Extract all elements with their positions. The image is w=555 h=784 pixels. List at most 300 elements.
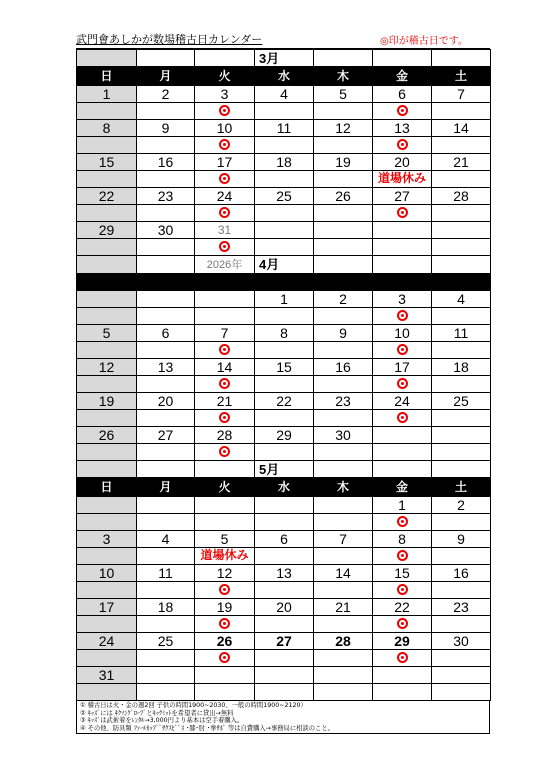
day-number: 21 <box>216 392 233 409</box>
day-cell <box>77 86 137 103</box>
mark-cell <box>255 171 314 188</box>
mark-cell <box>314 342 373 359</box>
double-circle-icon <box>219 618 230 629</box>
mark-cell <box>137 444 195 461</box>
day-number: 10 <box>98 564 115 581</box>
day-cell <box>77 599 137 616</box>
day-cell <box>137 154 195 171</box>
mark-cell <box>373 410 432 427</box>
double-circle-icon <box>397 105 408 116</box>
double-circle-icon <box>219 652 230 663</box>
double-circle-icon <box>219 105 230 116</box>
day-cell <box>314 291 373 308</box>
day-number: 6 <box>280 530 288 547</box>
mark-cell <box>77 410 137 427</box>
mark-cell <box>195 684 255 701</box>
mark-cell <box>255 548 314 565</box>
mark-cell <box>432 410 491 427</box>
mark-cell <box>77 308 137 325</box>
double-circle-icon <box>219 173 230 184</box>
mark-cell <box>137 514 195 531</box>
calendar-sheet <box>76 28 490 734</box>
bar-cell <box>195 274 255 291</box>
month-row-left <box>77 256 137 274</box>
mark-cell <box>373 684 432 701</box>
week-mark-row <box>77 444 491 461</box>
day-number: 23 <box>157 187 174 204</box>
mark-cell <box>255 684 314 701</box>
day-cell <box>137 393 195 410</box>
day-cell <box>432 120 491 137</box>
day-number: 13 <box>394 119 410 136</box>
mark-cell <box>77 444 137 461</box>
day-cell <box>255 222 314 239</box>
day-cell <box>137 291 195 308</box>
day-cell <box>373 86 432 103</box>
weekday-label: 日 <box>77 478 137 497</box>
week-date-row <box>77 86 491 103</box>
double-circle-icon <box>219 139 230 150</box>
day-number: 31 <box>217 223 232 237</box>
day-number: 21 <box>335 598 351 615</box>
mark-cell <box>432 205 491 222</box>
calendar-table <box>76 49 491 701</box>
day-number: 28 <box>216 426 233 443</box>
week-mark-row <box>77 650 491 667</box>
day-number: 29 <box>276 426 292 443</box>
day-cell <box>137 427 195 444</box>
day-cell <box>77 120 137 137</box>
mark-cell <box>255 137 314 154</box>
week-date-row <box>77 427 491 444</box>
week-date-row <box>77 497 491 514</box>
day-cell <box>137 222 195 239</box>
day-number: 10 <box>394 324 410 341</box>
weekday-header-row <box>77 478 491 497</box>
week-mark-row <box>77 684 491 701</box>
day-number: 13 <box>276 564 292 581</box>
day-number: 27 <box>394 187 410 204</box>
day-number: 22 <box>98 187 115 204</box>
mark-cell <box>432 548 491 565</box>
day-number: 7 <box>339 530 347 547</box>
day-cell <box>77 531 137 548</box>
double-circle-icon <box>397 652 408 663</box>
day-number: 8 <box>280 324 288 341</box>
mark-cell <box>77 514 137 531</box>
month-row-blank <box>432 50 491 67</box>
day-number: 28 <box>453 187 469 204</box>
day-cell <box>77 565 137 582</box>
day-cell <box>255 325 314 342</box>
weekday-label: 木 <box>314 67 373 86</box>
day-number: 10 <box>216 119 233 136</box>
mark-cell <box>432 582 491 599</box>
mark-cell <box>373 239 432 256</box>
week-mark-row <box>77 342 491 359</box>
day-number: 17 <box>216 153 233 170</box>
legend-note: ◎印が稽古日です。 <box>380 36 468 47</box>
mark-cell <box>137 342 195 359</box>
day-cell <box>255 188 314 205</box>
double-circle-icon <box>397 584 408 595</box>
mark-cell <box>373 103 432 120</box>
day-cell <box>314 633 373 650</box>
mark-cell <box>314 103 373 120</box>
day-cell <box>255 393 314 410</box>
day-cell <box>314 359 373 376</box>
day-cell <box>195 291 255 308</box>
mark-cell <box>373 582 432 599</box>
mark-cell <box>137 376 195 393</box>
day-cell <box>77 222 137 239</box>
month-row-blank <box>314 256 373 274</box>
day-number: 5 <box>220 530 229 547</box>
mark-cell <box>373 308 432 325</box>
day-cell <box>255 599 314 616</box>
day-cell <box>77 633 137 650</box>
double-circle-icon <box>397 344 408 355</box>
mark-cell <box>77 582 137 599</box>
day-number: 30 <box>157 221 174 238</box>
weekday-header-row <box>77 67 491 86</box>
double-circle-icon <box>397 618 408 629</box>
day-cell <box>432 427 491 444</box>
day-cell <box>255 86 314 103</box>
day-number: 24 <box>216 187 233 204</box>
day-cell <box>137 359 195 376</box>
mark-cell <box>77 137 137 154</box>
double-circle-icon <box>397 550 408 561</box>
dojo-closed-label: 道場休み <box>200 548 249 562</box>
mark-cell <box>195 582 255 599</box>
weekday-blank-bar <box>77 274 491 291</box>
day-number: 1 <box>280 290 288 307</box>
day-cell <box>373 531 432 548</box>
day-number: 7 <box>220 324 229 341</box>
mark-cell <box>255 239 314 256</box>
day-cell <box>77 497 137 514</box>
mark-cell <box>77 376 137 393</box>
week-mark-row <box>77 616 491 633</box>
day-cell <box>432 86 491 103</box>
day-cell <box>77 393 137 410</box>
year-label <box>195 50 255 67</box>
day-cell <box>314 427 373 444</box>
day-number: 30 <box>453 632 469 649</box>
mark-cell <box>373 205 432 222</box>
day-cell <box>432 531 491 548</box>
day-number: 16 <box>335 358 351 375</box>
weekday-label: 土 <box>432 478 491 497</box>
mark-cell <box>195 616 255 633</box>
mark-cell <box>255 308 314 325</box>
day-cell <box>314 393 373 410</box>
week-date-row <box>77 531 491 548</box>
day-number: 13 <box>157 358 174 375</box>
week-date-row <box>77 325 491 342</box>
day-cell <box>314 154 373 171</box>
day-cell <box>255 154 314 171</box>
day-number: 9 <box>161 119 170 136</box>
double-circle-icon <box>397 378 408 389</box>
day-cell <box>255 120 314 137</box>
month-row-blank <box>373 461 432 478</box>
day-cell <box>195 120 255 137</box>
double-circle-icon <box>219 412 230 423</box>
year-text: 2026年 <box>206 259 243 271</box>
day-cell <box>432 667 491 684</box>
day-cell <box>314 531 373 548</box>
mark-cell <box>432 308 491 325</box>
mark-cell <box>137 582 195 599</box>
week-date-row <box>77 565 491 582</box>
day-number: 23 <box>453 598 469 615</box>
day-cell <box>195 599 255 616</box>
day-cell <box>195 393 255 410</box>
month-row-blank <box>373 50 432 67</box>
mark-cell <box>255 650 314 667</box>
weekday-label: 木 <box>314 478 373 497</box>
day-cell <box>77 154 137 171</box>
week-date-row <box>77 359 491 376</box>
day-cell <box>432 154 491 171</box>
note-line: ④ その他、防具類 ﾌｧｰﾙｶｯﾌﾟﾟｻｸｽﾋﾞﾟｽ ･膝･肘 ･拳ｻﾎﾟ 等は自費購入→事務局に相談のこと。 <box>80 724 334 732</box>
mark-cell <box>77 548 137 565</box>
day-cell <box>314 497 373 514</box>
day-cell <box>373 393 432 410</box>
day-cell <box>137 599 195 616</box>
week-mark-row <box>77 548 491 565</box>
day-cell <box>373 188 432 205</box>
note-line: ① 稽古日は火・金の週2回 子供の時間1900~2030、一般の時間1900~2120） <box>80 702 307 709</box>
mark-cell <box>137 684 195 701</box>
day-number: 16 <box>453 564 469 581</box>
mark-cell <box>432 650 491 667</box>
mark-cell <box>314 444 373 461</box>
month-label: 4月 <box>255 256 314 274</box>
mark-cell <box>314 616 373 633</box>
mark-cell <box>373 650 432 667</box>
day-number: 9 <box>339 324 347 341</box>
month-row-blank <box>314 461 373 478</box>
day-cell <box>373 325 432 342</box>
mark-cell <box>77 616 137 633</box>
week-mark-row <box>77 582 491 599</box>
mark-cell <box>195 410 255 427</box>
weekday-label: 土 <box>432 67 491 86</box>
week-date-row <box>77 222 491 239</box>
mark-cell <box>137 103 195 120</box>
mark-cell <box>314 548 373 565</box>
day-cell <box>432 325 491 342</box>
day-cell <box>432 633 491 650</box>
day-cell <box>373 154 432 171</box>
month-row-left <box>77 461 137 478</box>
day-number: 27 <box>276 632 292 649</box>
double-circle-icon <box>219 241 230 252</box>
page-title: 武門會あしかが数場稽古日カレンダー <box>76 33 263 46</box>
week-date-row <box>77 667 491 684</box>
month-header-row <box>77 50 491 67</box>
mark-cell <box>255 616 314 633</box>
mark-cell <box>195 376 255 393</box>
mark-cell <box>195 171 255 188</box>
mark-cell <box>314 582 373 599</box>
day-number: 18 <box>276 153 292 170</box>
day-number: 22 <box>276 392 292 409</box>
day-number: 14 <box>335 564 351 581</box>
mark-cell <box>195 650 255 667</box>
day-cell <box>195 497 255 514</box>
mark-cell <box>314 650 373 667</box>
day-cell <box>255 667 314 684</box>
month-row-blank <box>137 461 195 478</box>
day-number: 4 <box>280 85 288 102</box>
mark-cell <box>137 410 195 427</box>
day-cell <box>255 531 314 548</box>
week-mark-row <box>77 171 491 188</box>
weekday-label: 金 <box>373 67 432 86</box>
mark-cell <box>314 308 373 325</box>
day-number: 11 <box>158 564 173 581</box>
weekday-label: 月 <box>137 67 195 86</box>
day-number: 29 <box>98 221 115 238</box>
bar-cell <box>373 274 432 291</box>
day-number: 28 <box>335 632 351 649</box>
mark-cell <box>137 171 195 188</box>
day-cell <box>195 325 255 342</box>
mark-cell <box>432 684 491 701</box>
month-row-blank <box>137 50 195 67</box>
mark-cell <box>77 342 137 359</box>
mark-cell <box>137 308 195 325</box>
mark-cell <box>137 205 195 222</box>
day-cell <box>195 427 255 444</box>
weekday-label: 月 <box>137 478 195 497</box>
day-number: 14 <box>216 358 233 375</box>
day-cell <box>195 531 255 548</box>
day-cell <box>255 565 314 582</box>
day-number: 6 <box>398 85 406 102</box>
day-number: 3 <box>220 85 229 102</box>
day-number: 5 <box>102 324 111 341</box>
week-mark-row <box>77 239 491 256</box>
day-cell <box>195 222 255 239</box>
mark-cell <box>373 616 432 633</box>
mark-cell <box>195 205 255 222</box>
weekday-label: 水 <box>255 67 314 86</box>
mark-cell <box>255 342 314 359</box>
day-cell <box>373 667 432 684</box>
day-cell <box>137 531 195 548</box>
day-number: 6 <box>161 324 170 341</box>
mark-cell <box>255 103 314 120</box>
day-number: 25 <box>157 632 174 649</box>
day-number: 12 <box>98 358 115 375</box>
mark-cell <box>137 616 195 633</box>
day-number: 12 <box>216 564 233 581</box>
day-cell <box>373 565 432 582</box>
day-cell <box>255 633 314 650</box>
day-number: 24 <box>394 392 410 409</box>
day-number: 26 <box>216 632 233 649</box>
day-number: 18 <box>453 358 469 375</box>
day-number: 15 <box>394 564 410 581</box>
mark-cell <box>373 171 432 188</box>
mark-cell <box>314 376 373 393</box>
month-row-blank <box>432 256 491 274</box>
day-number: 19 <box>335 153 351 170</box>
double-circle-icon <box>219 446 230 457</box>
mark-cell <box>432 342 491 359</box>
month-row-left <box>77 50 137 67</box>
day-cell <box>373 633 432 650</box>
mark-cell <box>77 205 137 222</box>
day-cell <box>432 359 491 376</box>
note-line: ② ｷｯｽﾞには ｷｸｿﾝｸﾞﾛｰﾌﾞとｷｯｸﾐｯﾄを希望者に貸出→無料 <box>80 709 234 717</box>
mark-cell <box>432 137 491 154</box>
day-number: 16 <box>157 153 174 170</box>
mark-cell <box>255 582 314 599</box>
day-number: 12 <box>335 119 351 136</box>
week-mark-row <box>77 514 491 531</box>
week-date-row <box>77 120 491 137</box>
day-cell <box>195 359 255 376</box>
month-row-blank <box>373 256 432 274</box>
month-row-blank <box>432 461 491 478</box>
week-mark-row <box>77 137 491 154</box>
mark-cell <box>432 239 491 256</box>
week-date-row <box>77 393 491 410</box>
sheet-header <box>76 28 490 49</box>
day-cell <box>195 188 255 205</box>
day-cell <box>432 222 491 239</box>
mark-cell <box>314 684 373 701</box>
day-number: 27 <box>157 426 174 443</box>
bar-cell <box>77 274 137 291</box>
day-cell <box>432 188 491 205</box>
day-number: 3 <box>102 530 111 547</box>
day-cell <box>432 291 491 308</box>
day-cell <box>77 359 137 376</box>
day-cell <box>314 222 373 239</box>
mark-cell <box>255 376 314 393</box>
mark-cell <box>314 239 373 256</box>
day-cell <box>373 599 432 616</box>
day-number: 15 <box>276 358 292 375</box>
mark-cell <box>432 444 491 461</box>
mark-cell <box>195 342 255 359</box>
mark-cell <box>373 444 432 461</box>
day-number: 20 <box>394 153 410 170</box>
week-mark-row <box>77 308 491 325</box>
day-cell <box>77 427 137 444</box>
week-date-row <box>77 154 491 171</box>
week-date-row <box>77 188 491 205</box>
day-number: 4 <box>457 290 465 307</box>
mark-cell <box>314 205 373 222</box>
double-circle-icon <box>219 207 230 218</box>
day-cell <box>373 497 432 514</box>
mark-cell <box>255 444 314 461</box>
mark-cell <box>314 137 373 154</box>
note-line: ③ ｷｯｽﾞは武術着をﾚﾝﾀﾙ→3,000円より基本は空手着購入。 <box>80 717 244 725</box>
mark-cell <box>255 514 314 531</box>
day-cell <box>314 565 373 582</box>
day-cell <box>195 633 255 650</box>
mark-cell <box>195 103 255 120</box>
